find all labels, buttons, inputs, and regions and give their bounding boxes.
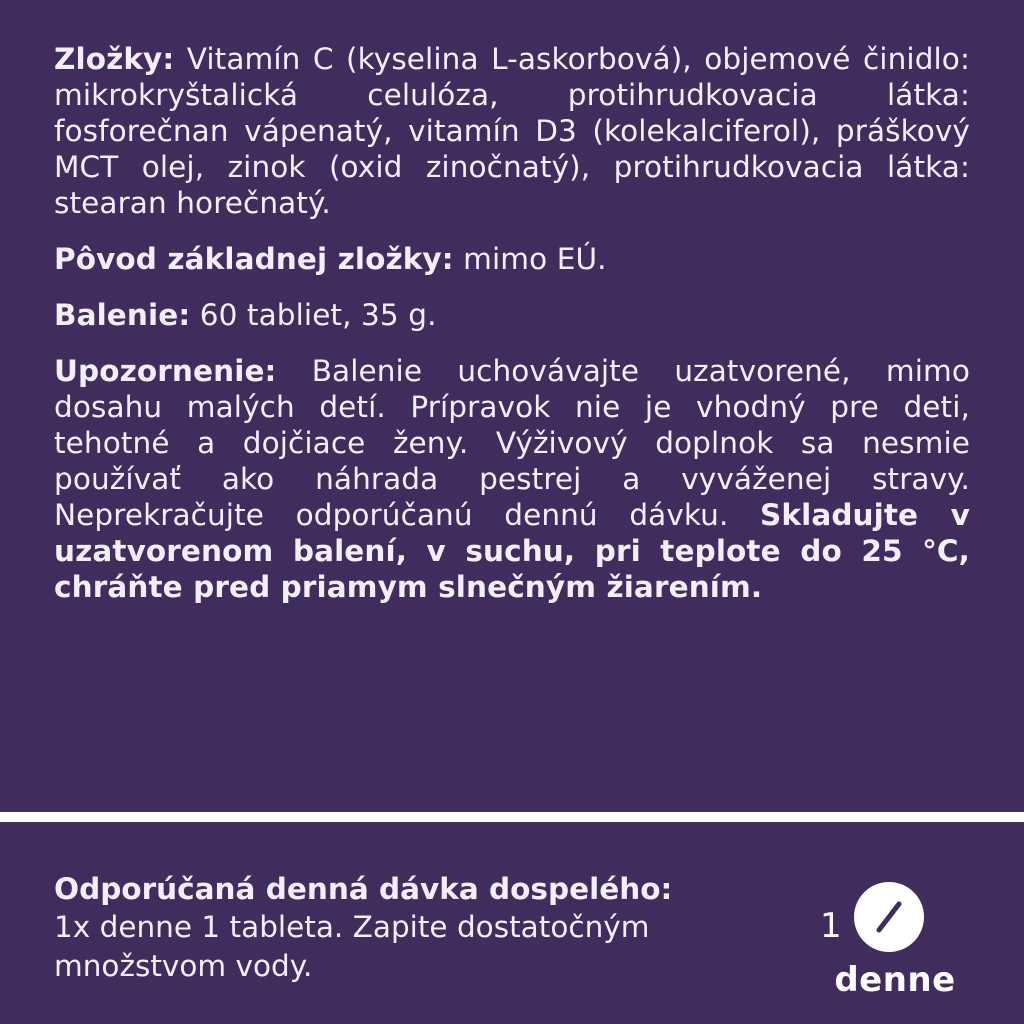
warning-term: Upozornenie: xyxy=(54,353,277,388)
warning-text: Balenie uchovávajte uzatvorené, mimo dosahu malých detí. Prípravok nie je vhodný pre deti, tehotné a dojčiace ženy. Výživový doplnok sa nesmie používať ako náhrada pestrej a vyváženej stravy. Neprekračujte odporúčanú dennú dávku. xyxy=(54,353,970,532)
dosage-text: 1x denne 1 tableta. Zapite dostatočným množstvom vody. xyxy=(54,910,650,983)
warning-storage-text: Skladujte v uzatvorenom balení, v suchu, pri teplote do 25 °C, chráňte pred priamym slnečným žiarením. xyxy=(54,497,970,604)
ingredients-term: Zložky: xyxy=(54,42,175,76)
tablet-icon xyxy=(852,880,926,954)
dosage-badge xyxy=(820,880,970,1000)
warning-paragraph xyxy=(54,354,970,606)
ingredients-text: Vitamín C (kyselina L-askorbová), objemové činidlo: mikrokryštalická celulóza, protihrudkovacia látka: fosforečnan vápenatý, vitamín D3 (kolekalciferol), práškový MCT olej, zinok (oxid zinočnatý), protihrudkovacia látka: stearan horečnatý. xyxy=(54,42,970,220)
dosage-paragraph xyxy=(54,870,674,985)
ingredients-paragraph xyxy=(54,42,970,222)
packaging-paragraph xyxy=(54,298,970,334)
dosage-section xyxy=(0,822,1024,1024)
packaging-term: Balenie: xyxy=(54,297,191,332)
badge-number: 1 xyxy=(820,906,842,946)
packaging-text: 60 tabliet, 35 g. xyxy=(190,297,437,332)
dosage-term: Odporúčaná denná dávka dospelého: xyxy=(54,872,673,906)
badge-label: denne xyxy=(834,960,956,1000)
origin-term: Pôvod základnej zložky: xyxy=(54,241,454,276)
origin-text: mimo EÚ. xyxy=(453,241,607,276)
section-divider xyxy=(0,812,1024,822)
badge-top-row xyxy=(820,880,970,954)
origin-paragraph xyxy=(54,242,970,278)
